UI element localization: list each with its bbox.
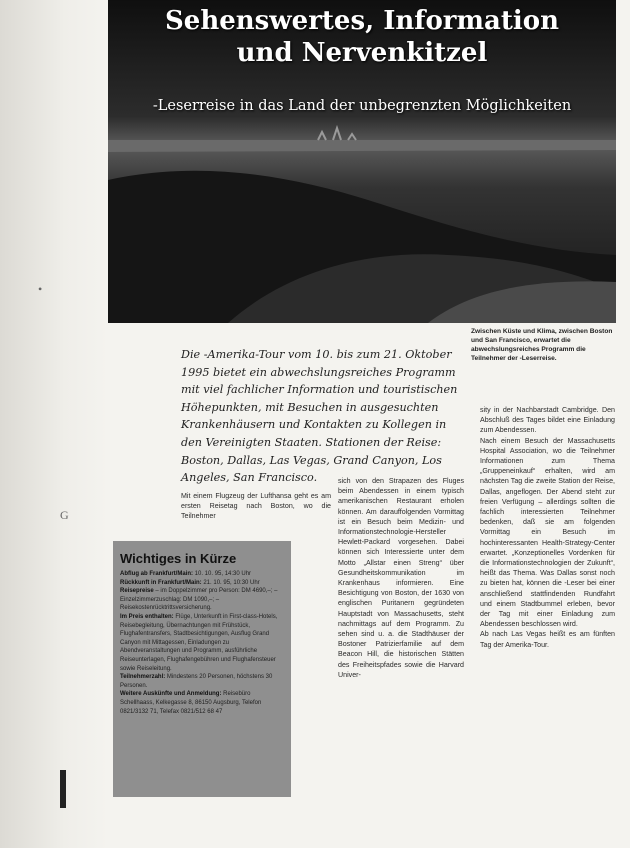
info-item: Reisepreise – im Doppelzimmer pro Person: DM 4690,–; – Einzelzimmerzuschlag: DM 1090,–; – Reisekostenrücktrittsversicherung.	[120, 588, 278, 612]
photo-caption: Zwischen Küste und Klima, zwischen Boston und San Francisco, erwartet die abwechslungsreiches Programm die Teilnehmer der -Leserreise.	[471, 328, 613, 362]
left-page-margin	[0, 0, 108, 848]
margin-mark: G	[60, 508, 69, 522]
margin-mark: •	[38, 282, 43, 296]
info-item: Im Preis enthalten: Flüge, Unterkunft in First-class-Hotels, Reisebegleitung, Übernachtungen mit Frühstück, Flughafentransfers, Stadtbesichtigungen, Ausflug Grand Canyon mit Mittagessen, Einladungen zu Abendveranstaltungen und Programm, ausführliche Reiseunterlagen, Flughafengebühren und Flughafensteuer sowie Reiseleitung.	[120, 613, 278, 672]
subheadline: -Leserreise in das Land der unbegrenzten Möglichkeiten	[152, 98, 572, 114]
headline-line-2: und Nervenkitzel	[236, 38, 488, 68]
headline-line-1: Sehenswertes, Information	[165, 6, 559, 36]
info-item: Weitere Auskünfte und Anmeldung: Reisebüro Schellhaass, Kelkegasse 8, 86150 Augsburg, Telefon 0821/3132 71, Telefax 0821/512 68 47	[120, 691, 262, 715]
binding-mark	[60, 770, 66, 808]
article-column-2: sich von den Strapazen des Fluges beim Abendessen in einem typisch amerikanischen Restaurant erholen können. Am darauffolgenden Vormittag ist ein Besuch beim Medizin- und Informationstechnologie-Hersteller Hewlett-Packard vorgesehen. Dabei können sich Interessierte unter dem Motto „Allstar einen Streng“ über Gesundheitskommunikation im Krankenhaus informieren. Eine Besichtigung von Boston, der 1630 von englischen Puritanern gegründeten Hauptstadt von Massachusetts, steht nachmittags auf dem Programm. Zu sehen sind u. a. die Stadthäuser der Bostoner Patrizierfamilie auf dem Beacon Hill, die historischen Stätten des Freiheitspfades sowie die Harvard Univer-	[338, 477, 464, 679]
info-item: Abflug ab Frankfurt/Main: 10. 10. 95, 14:30 Uhr	[120, 571, 252, 577]
city-skyline-photo	[108, 0, 616, 323]
info-box-title: Wichtiges in Kürze	[120, 551, 237, 566]
info-box	[113, 541, 291, 797]
intro-paragraph: Die -Amerika-Tour vom 10. bis zum 21. Oktober 1995 bietet ein abwechslungsreiches Programm mit viel fachlicher Information und touristischen Höhepunkten, mit Besuchen in ausgesuchten Krankenhäusern und Kontakten zu Kollegen in den Vereinigten Staaten. Stationen der Reise: Boston, Dallas, Las Vegas, Grand Canyon, Los Angeles, San Francisco.	[181, 348, 458, 485]
info-item: Rückkunft in Frankfurt/Main: 21. 10. 95, 10:30 Uhr	[120, 579, 260, 586]
info-item: Teilnehmerzahl: Mindestens 20 Personen, höchstens 30 Personen.	[120, 674, 273, 689]
article-column-1: Mit einem Flugzeug der Lufthansa geht es am ersten Reisetag nach Boston, wo die Teilnehmer	[181, 492, 331, 521]
info-box-body	[120, 570, 286, 716]
article-column-3: sity in der Nachbarstadt Cambridge. Den Abschluß des Tages bildet eine Einladung zum Abendessen. Nach einem Besuch der Massachusetts Hospital Association, wo die Teilnehmer Informationen zum Thema „Gruppeneinkauf“ erhalten, wird am nächsten Tag die zweite Station der Reise, Dallas, angeflogen. Der Abend steht zur freien Verfügung – allerdings sollten die fachlich interessierten Teilnehmer bedenken, daß sie am folgenden Vormittag ein Besuch im hochinteressanten Health-Strategy-Center erwartet. „Konzeptionelles Vordenken für die Informationstechnologien der Zukunft“, heißt das Thema. Was Dallas sonst noch zu bieten hat, können die -Leser bei einer anschließend stattfindenden Rundfahrt und einem Stadtbummel erleben, bevor der Tag mit einer Einladung zum Abendessen beschlossen wird. Ab nach Las Vegas heißt es am fünften Tag der Amerika-Tour.	[480, 406, 615, 649]
